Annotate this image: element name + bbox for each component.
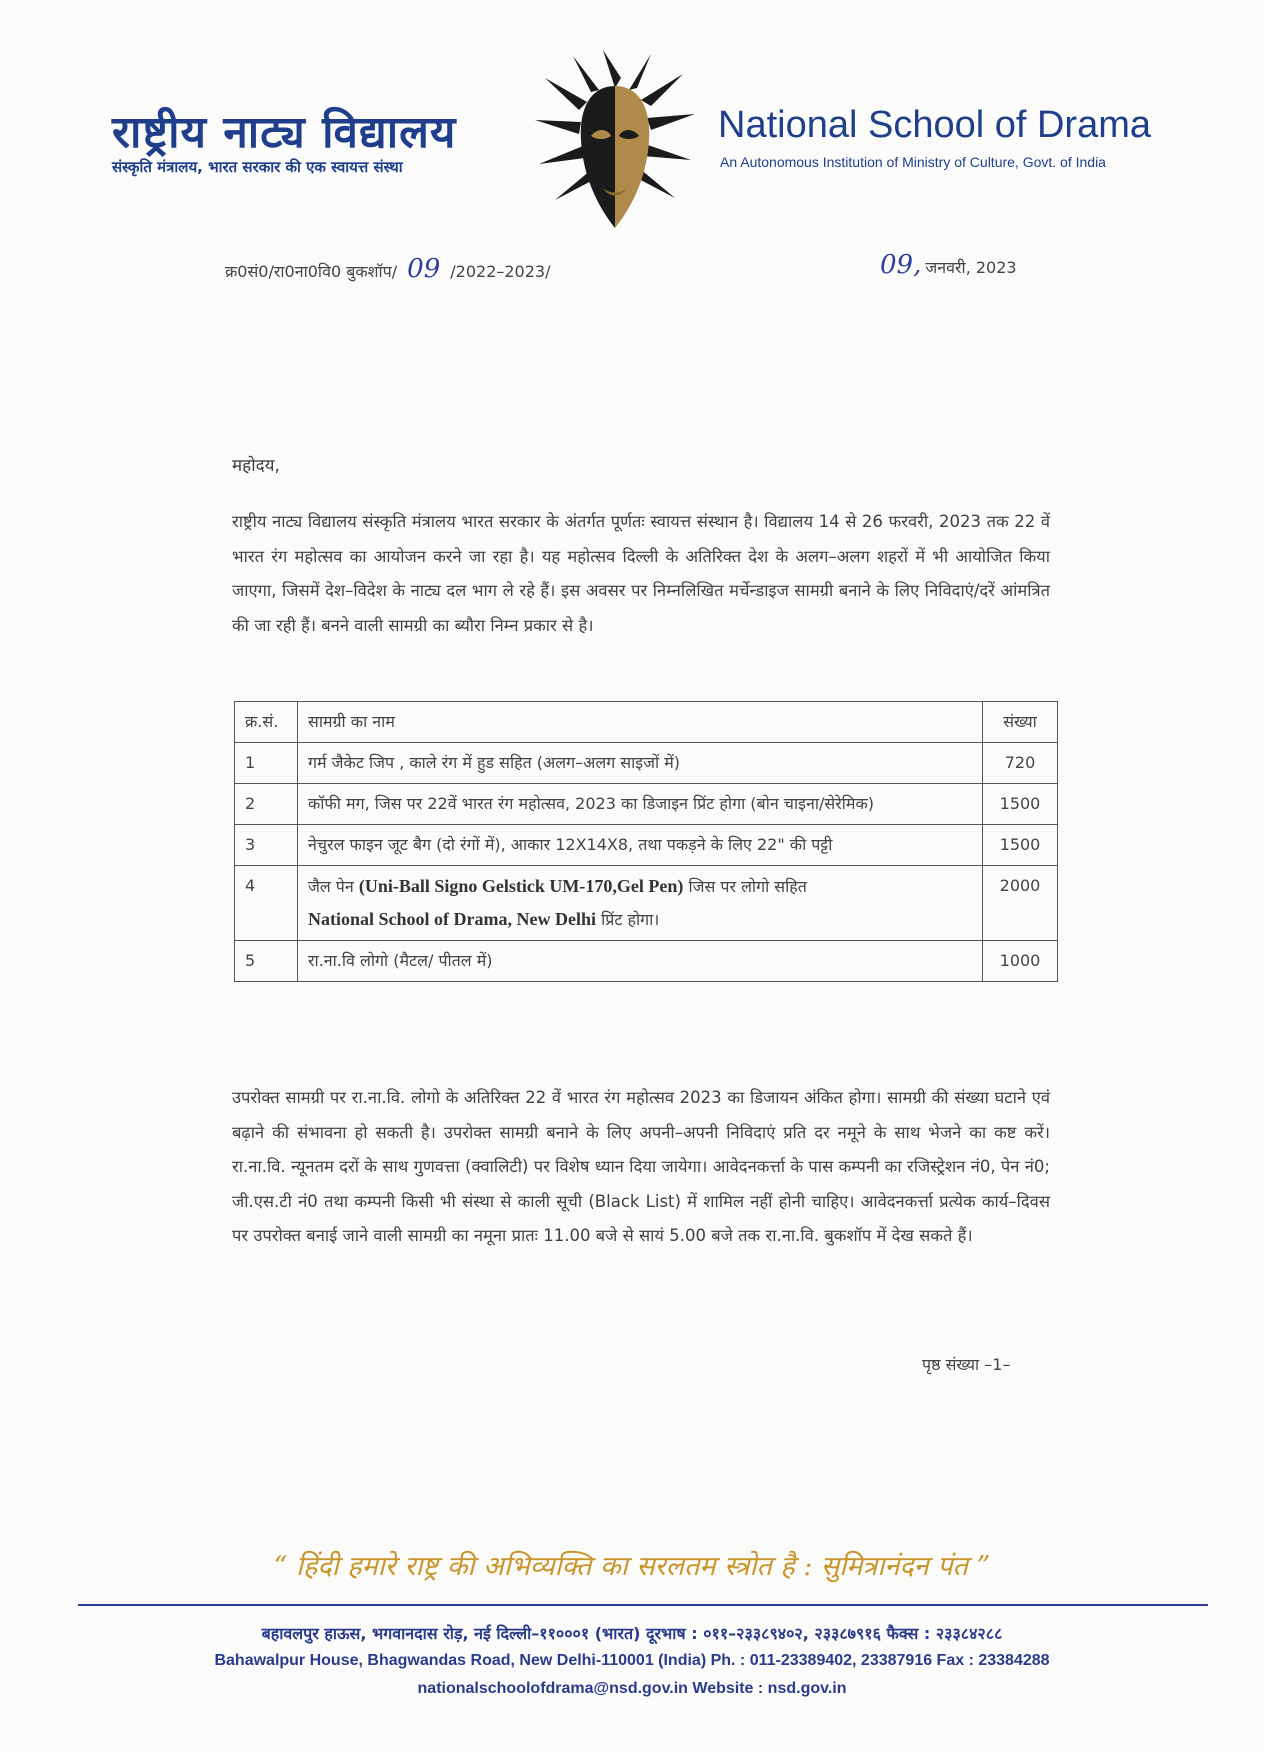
row-serial: 3 — [235, 825, 298, 866]
terms-paragraph: उपरोक्त सामग्री पर रा.ना.वि. लोगो के अतिरिक्त 22 वें भारत रंग महोत्सव 2023 का डिजायन अंकित होगा। सामग्री की संख्या घटाने एवं बढ़ाने की संभावना हो सकती है। उपरोक्त सामग्री बनाने के लिए अपनी–अपनी निविदाएं प्रति दर नमूने के साथ भेजने का कष्ट करें। रा.ना.वि. न्यूनतम दरों के साथ गुणवत्ता (क्वालिटी) पर विशेष ध्यान दिया जायेगा। आवेदनकर्त्ता के पास कम्पनी का रजिस्ट्रेशन नं0, पेन नं0; जी.एस.टी नं0 तथा कम्पनी किसी भी संस्था से काली सूची (Black List) में शामिल नहीं होनी चाहिए। आवेदनकर्त्ता प्रत्येक कार्य–दिवस पर उपरोक्त बनाई जाने वाली सामग्री का नमूना प्रातः 11.00 बजे से सायं 5.00 बजे तक रा.ना.वि. बुकशॉप में देख सकते हैं। — [232, 1088, 1050, 1245]
intro-paragraph: राष्ट्रीय नाट्य विद्यालय संस्कृति मंत्रालय भारत सरकार के अंतर्गत पूर्णतः स्वायत्त संस्थान है। विद्यालय 14 से 26 फरवरी, 2023 तक 22 वें भारत रंग महोत्सव का आयोजन करने जा रहा है। यह महोत्सव दिल्ली के अतिरिक्त देश के अलग–अलग शहरों में भी आयोजित किया जाएगा, जिसमें देश–विदेश के नाट्य दल भाग ले रहे हैं। इस अवसर पर निम्नलिखित मर्चेन्डाइज सामग्री बनाने के लिए निविदाएं/दरें आंमत्रित की जा रही हैं। बनने वाली सामग्री का ब्यौरा निम्न प्रकार से है। — [232, 512, 1050, 635]
institution-name-hindi: राष्ट्रीय नाट्य विद्यालय — [112, 107, 457, 158]
page-number: पृष्ठ संख्या –1– — [922, 1355, 1011, 1374]
reference-number — [225, 254, 550, 284]
header-quantity: संख्या — [983, 702, 1058, 743]
header-item-name: सामग्री का नाम — [298, 702, 983, 743]
row-serial: 4 — [235, 866, 298, 941]
header-serial: क्र.सं. — [235, 702, 298, 743]
table-header-row — [235, 702, 1058, 743]
merchandise-table — [234, 701, 1058, 982]
row-item: रा.ना.वि लोगो (मैटल/ पीतल में) — [298, 941, 983, 982]
row-quantity: 2000 — [983, 866, 1058, 941]
row-serial: 5 — [235, 941, 298, 982]
row-item: कॉफी मग, जिस पर 22वें भारत रंग महोत्सव, 2023 का डिजाइन प्रिंट होगा (बोन चाइना/सेरेमिक) — [298, 784, 983, 825]
row-quantity: 1500 — [983, 784, 1058, 825]
nsd-mask-logo — [533, 48, 698, 233]
item-bold-text: National School of Drama, New Delhi — [308, 909, 596, 929]
address-english: Bahawalpur House, Bhagwandas Road, New Delhi-110001 (India) Ph. : 011-23389402, 23387916 Fax : 23384288 — [214, 1652, 1050, 1669]
address-hindi: बहावलपुर हाऊस, भगवानदास रोड़, नई दिल्ली–११०००१ (भारत) दूरभाष : ०११–२३३८९४०२, २३३८७९१६ फैक्स : २३३८४२८८ — [261, 1624, 1003, 1643]
table-row — [235, 866, 1058, 941]
reference-suffix: /2022–2023/ — [450, 262, 551, 281]
salutation: महोदय, — [232, 456, 280, 476]
institution-name-english: National School of Drama — [718, 104, 1151, 146]
contact-email-website: nationalschoolofdrama@nsd.gov.in Website : nsd.gov.in — [417, 1680, 847, 1697]
item-bold-text: (Uni-Ball Signo Gelstick UM-170,Gel Pen) — [358, 876, 684, 896]
reference-handwritten-number: 09 — [407, 254, 441, 284]
table-row — [235, 825, 1058, 866]
item-text: जिस पर लोगो सहित — [683, 877, 807, 896]
table-row — [235, 941, 1058, 982]
row-quantity: 1000 — [983, 941, 1058, 982]
row-item — [298, 866, 983, 941]
row-item: नेचुरल फाइन जूट बैग (दो रंगों में), आकार 12X14X8, तथा पकड़ने के लिए 22" की पट्टी — [298, 825, 983, 866]
footer-quote: “ हिंदी हमारे राष्ट्र की अभिव्यक्ति का सरलतम स्त्रोत है : सुमित्रानंदन पंत ” — [273, 1551, 991, 1582]
reference-prefix: क्र0सं0/रा0ना0वि0 बुकशॉप/ — [225, 262, 398, 281]
date-month-year: जनवरी, 2023 — [925, 258, 1017, 277]
item-text: जैल पेन — [308, 877, 359, 896]
table-row — [235, 784, 1058, 825]
institution-subtitle-hindi: संस्कृति मंत्रालय, भारत सरकार की एक स्वायत्त संस्था — [112, 158, 403, 176]
date-handwritten-day: 09, — [880, 250, 922, 280]
row-serial: 2 — [235, 784, 298, 825]
row-item: गर्म जैकेट जिप , काले रंग में हुड सहित (अलग–अलग साइजों में) — [298, 743, 983, 784]
footer-divider — [78, 1604, 1208, 1606]
institution-subtitle-english: An Autonomous Institution of Ministry of Culture, Govt. of India — [720, 154, 1106, 170]
item-text: प्रिंट होगा। — [595, 910, 660, 929]
table-row — [235, 743, 1058, 784]
letter-date — [880, 250, 1017, 280]
row-quantity: 720 — [983, 743, 1058, 784]
row-quantity: 1500 — [983, 825, 1058, 866]
row-serial: 1 — [235, 743, 298, 784]
